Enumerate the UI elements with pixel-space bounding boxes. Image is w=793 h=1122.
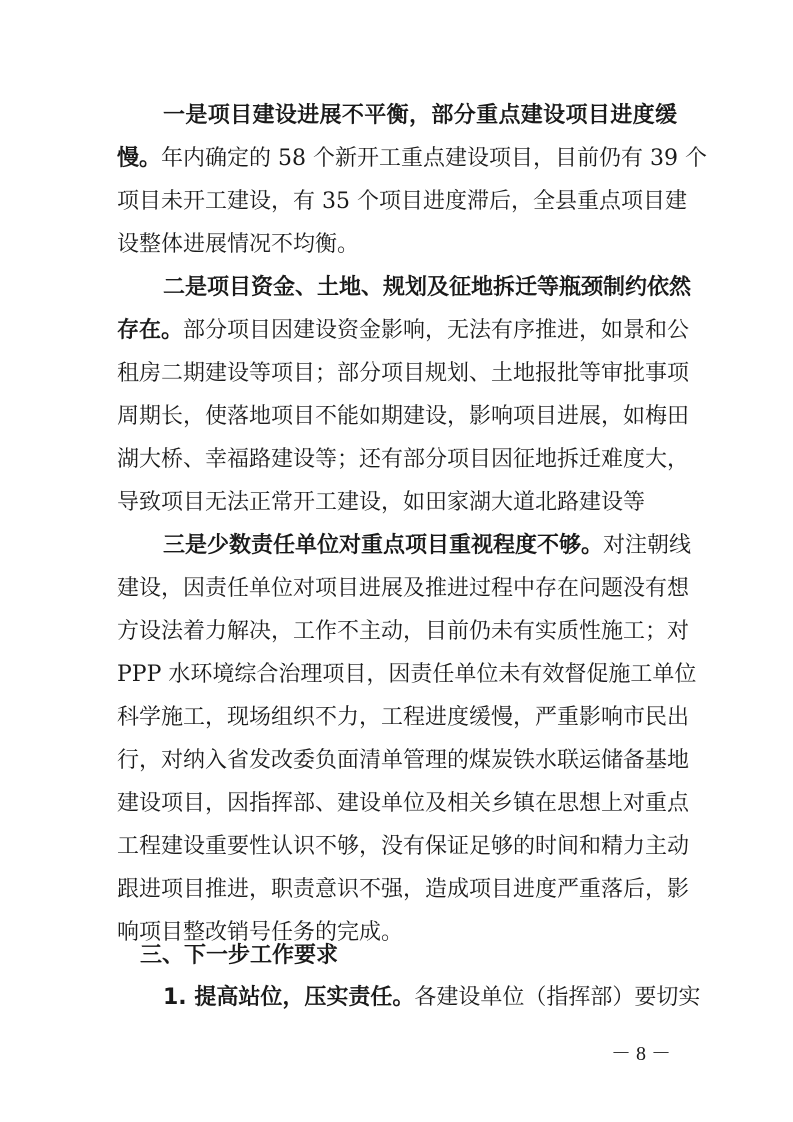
- paragraph-2-lead: 二是项目资金、土地、规划及征地拆迁等瓶颈制约依然: [163, 275, 692, 300]
- paragraph-3-text: 对注朝线: [603, 533, 692, 558]
- paragraph-3-line-8: 工程建设重要性认识不够，没有保证足够的时间和精力主动: [117, 834, 690, 859]
- paragraph-2-text: 部分项目因建设资金影响，无法有序推进，如景和公: [183, 318, 690, 343]
- paragraph-3-line-10: 响项目整改销号任务的完成。: [117, 920, 404, 945]
- paragraph-2-line-2: [117, 311, 690, 351]
- paragraph-1-lead-end: 慢。: [117, 146, 162, 171]
- paragraph-2-line-5: 湖大桥、幸福路建设等；还有部分项目因征地拆迁难度大，: [117, 447, 690, 472]
- paragraph-2-line-3: 租房二期建设等项目；部分项目规划、土地报批等审批事项: [117, 361, 690, 386]
- paragraph-1-line-1: [163, 96, 677, 136]
- item-1-line-1: [163, 978, 701, 1018]
- paragraph-2-line-6: 导致项目无法正常开工建设，如田家湖大道北路建设等: [117, 490, 646, 515]
- item-1-text: 各建设单位（指挥部）要切实: [414, 985, 701, 1010]
- item-1-lead: 1. 提高站位，压实责任。: [163, 985, 415, 1010]
- paragraph-1-text: 年内确定的 58 个新开工重点建设项目，目前仍有 39 个: [161, 146, 707, 171]
- paragraph-2-line-4: 周期长，使落地项目不能如期建设，影响项目进展，如梅田: [117, 404, 690, 429]
- page-number: － 8 －: [611, 1043, 671, 1065]
- paragraph-1-line-2: [117, 139, 707, 179]
- paragraph-3-line-3: 方设法着力解决，工作不主动，目前仍未有实质性施工；对: [117, 619, 690, 644]
- paragraph-2-line-1: [163, 268, 692, 308]
- paragraph-1-line-3: 项目未开工建设，有 35 个项目进度滞后，全县重点项目建: [117, 189, 687, 214]
- paragraph-3-line-2: 建设，因责任单位对项目进展及推进过程中存在问题没有想: [117, 576, 690, 601]
- paragraph-3-line-7: 建设项目，因指挥部、建设单位及相关乡镇在思想上对重点: [117, 791, 690, 816]
- paragraph-2-lead-end: 存在。: [117, 318, 184, 343]
- paragraph-3-line-6: 行，对纳入省发改委负面清单管理的煤炭铁水联运储备基地: [117, 748, 690, 773]
- paragraph-1-line-4: 设整体进展情况不均衡。: [117, 232, 360, 257]
- paragraph-3-lead: 三是少数责任单位对重点项目重视程度不够。: [163, 533, 604, 558]
- paragraph-3-line-4: PPP 水环境综合治理项目，因责任单位未有效督促施工单位: [117, 662, 697, 687]
- paragraph-3-line-1: [163, 526, 692, 566]
- paragraph-1-lead: 一是项目建设进展不平衡，部分重点建设项目进度缓: [163, 103, 677, 128]
- paragraph-3-line-5: 科学施工，现场组织不力，工程进度缓慢，严重影响市民出: [117, 705, 690, 730]
- paragraph-3-line-9: 跟进项目推进，职责意识不强，造成项目进度严重落后，影: [117, 877, 690, 902]
- section-heading: 三、下一步工作要求: [140, 943, 339, 968]
